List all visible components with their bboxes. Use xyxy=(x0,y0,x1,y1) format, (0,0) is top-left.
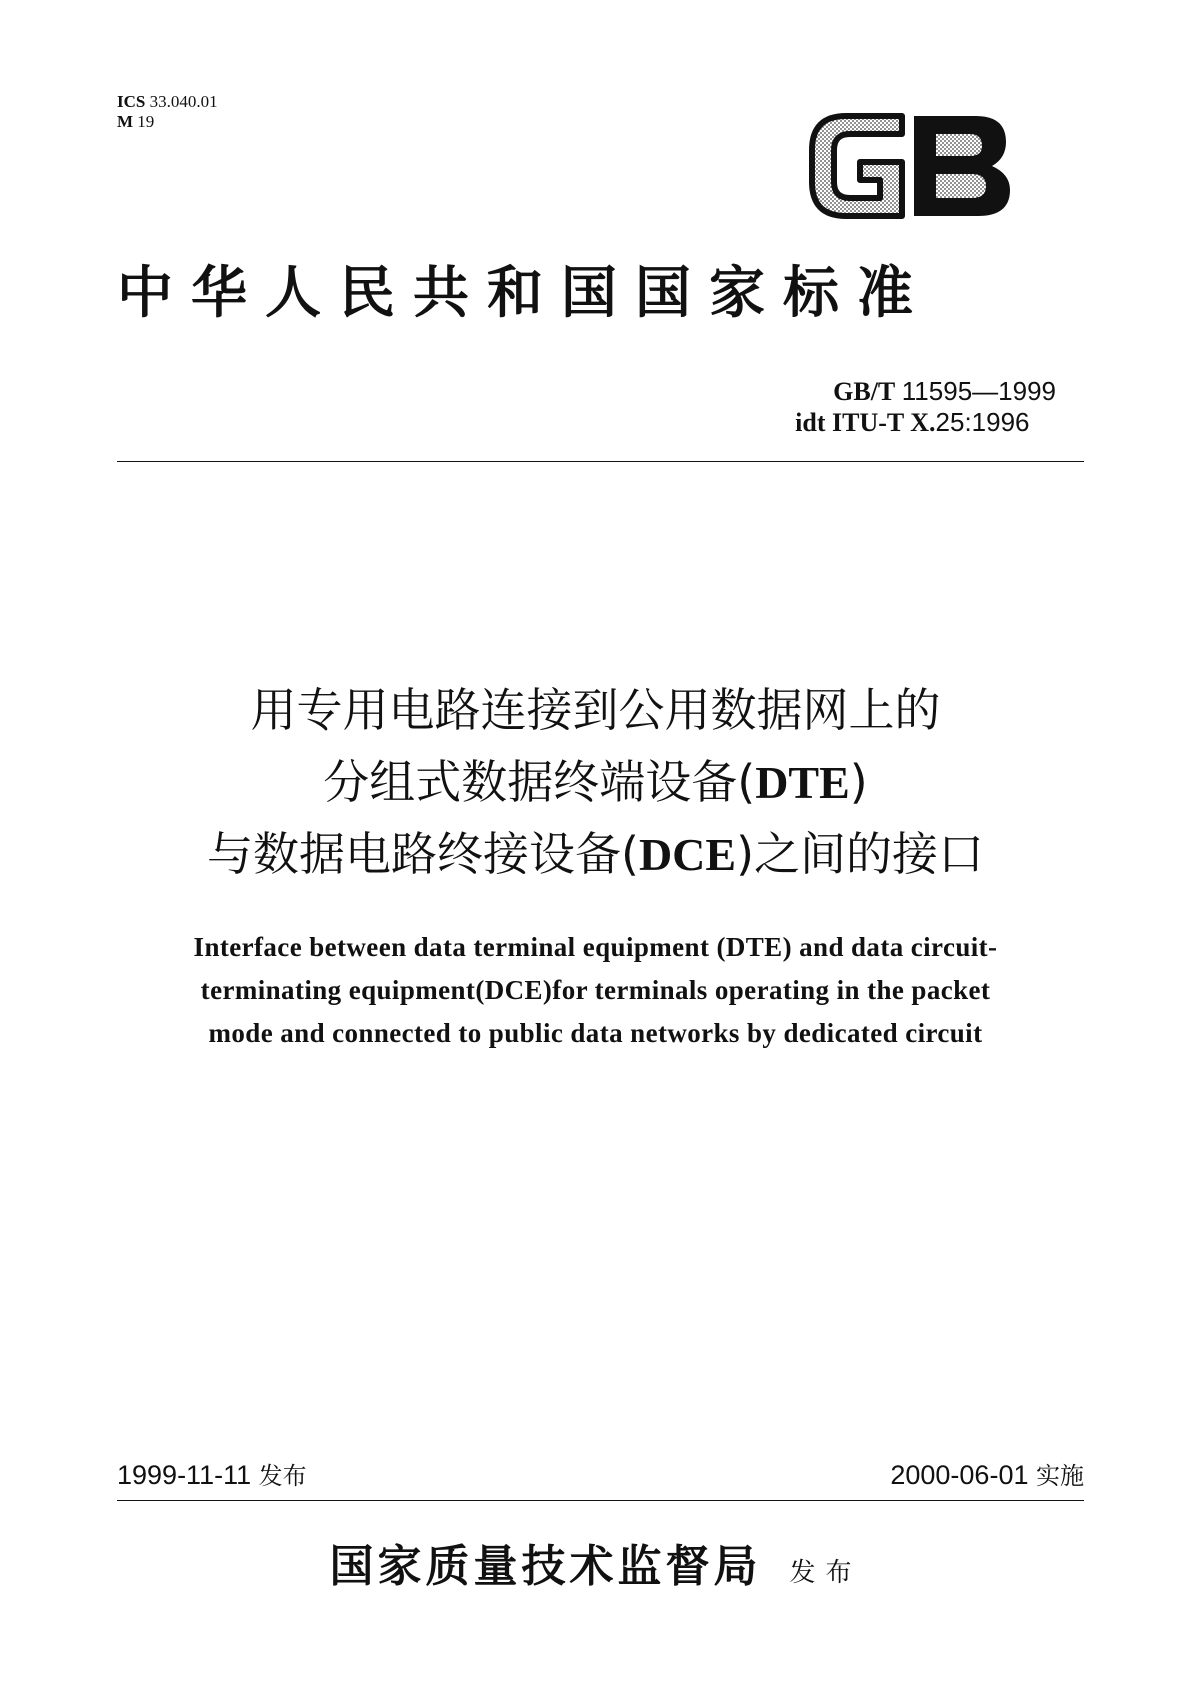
idt-line xyxy=(795,407,1056,438)
logo-g-glyph xyxy=(812,116,902,216)
header-divider xyxy=(117,461,1084,462)
standard-code-block xyxy=(795,376,1056,438)
ics-line xyxy=(117,92,218,112)
title-cn-line3-c: )之间的接口 xyxy=(736,827,985,881)
title-cn-line2-c: ) xyxy=(849,755,868,809)
code-prefix: GB/T xyxy=(833,377,896,406)
gb-logo-icon xyxy=(806,110,1014,222)
issue-date-block xyxy=(117,1458,307,1493)
idt-number: 25:1996 xyxy=(935,407,1030,437)
logo-b-glyph xyxy=(914,116,1010,216)
m-value: 19 xyxy=(137,112,155,131)
ics-value: 33.040.01 xyxy=(149,92,218,111)
title-cn-line1: 用专用电路连接到公用数据网上的 xyxy=(250,683,941,737)
title-cn-line3 xyxy=(0,818,1191,891)
code-number: 11595—1999 xyxy=(901,376,1056,406)
issue-label: 发布 xyxy=(258,1462,307,1490)
standard-type-heading: 中华人民共和国国家标准 xyxy=(117,260,931,326)
title-cn-line3-b: DCE xyxy=(638,829,737,880)
standard-code-line xyxy=(795,376,1056,407)
effective-date: 2000-06-01 xyxy=(890,1460,1029,1490)
title-en-line3: mode and connected to public data networks by dedicated circuit xyxy=(208,1018,983,1048)
effective-date-block xyxy=(890,1458,1084,1493)
m-line xyxy=(117,112,218,132)
publisher-block xyxy=(0,1530,1191,1594)
m-label: M xyxy=(117,112,134,131)
title-en-line1: Interface between data terminal equipment (DTE) and data circuit- xyxy=(193,932,998,962)
ics-label: ICS xyxy=(117,92,146,111)
publisher-org: 国家质量技术监督局 xyxy=(329,1541,762,1592)
publisher-label: 发布 xyxy=(789,1558,862,1588)
title-cn-line2 xyxy=(0,746,1191,819)
title-en-line2: terminating equipment(DCE)for terminals operating in the packet xyxy=(200,975,991,1005)
title-cn-line2-b: DTE xyxy=(755,757,850,808)
title-cn-line3-a: 与数据电路终接设备( xyxy=(206,827,639,881)
effective-label: 实施 xyxy=(1036,1462,1084,1490)
idt-prefix: idt ITU-T X. xyxy=(795,408,936,437)
issue-date: 1999-11-11 xyxy=(117,1460,252,1490)
title-cn-line2-a: 分组式数据终端设备( xyxy=(323,755,756,809)
footer-divider xyxy=(117,1500,1084,1501)
classification-codes xyxy=(117,92,218,132)
